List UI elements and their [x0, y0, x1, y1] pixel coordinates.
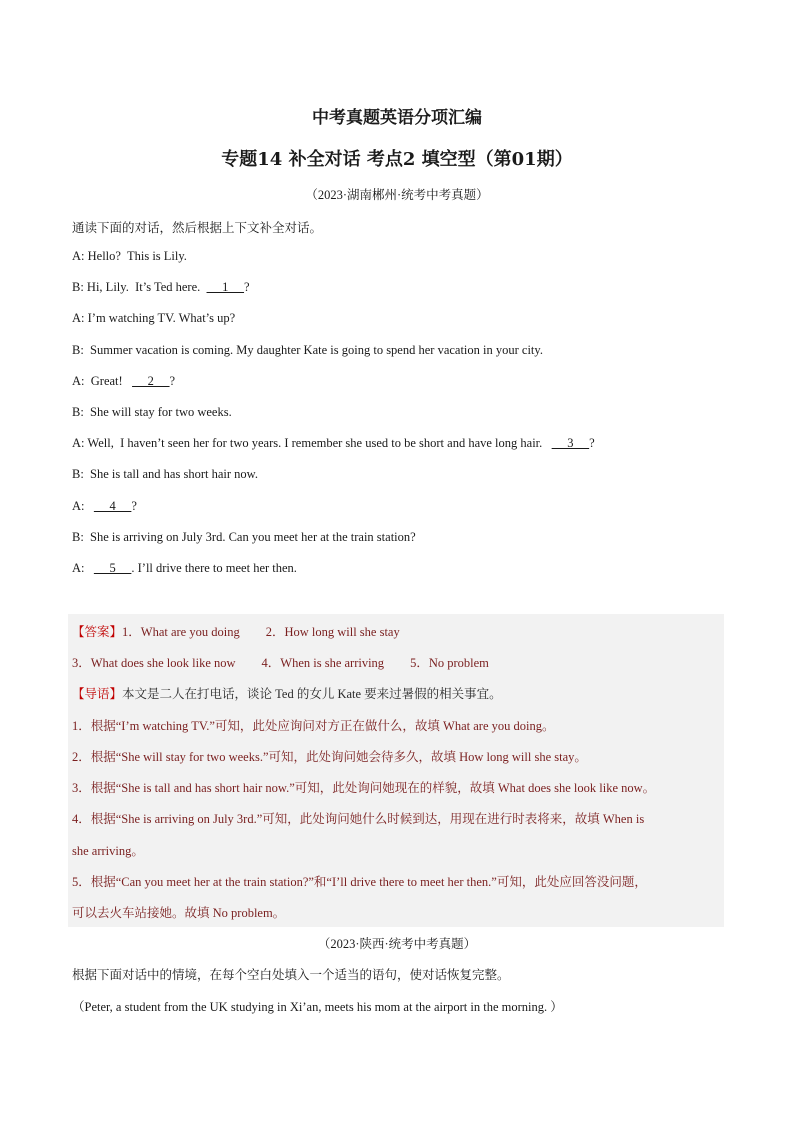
- dialogue-text-after-blank: ?: [244, 280, 250, 294]
- question-instruction-2: 根据下面对话中的情境，在每个空白处填入一个适当的语句，使对话恢复完整。: [72, 968, 510, 982]
- answer-item-3: 3．What does she look like now: [72, 656, 236, 670]
- question-instruction: 通读下面的对话，然后根据上下文补全对话。: [72, 221, 323, 235]
- question-source-2: （2023·陕西·统考中考真题）: [317, 937, 477, 951]
- page-title: 中考真题英语分项汇编: [312, 108, 482, 128]
- guide-label: 【导语】: [72, 687, 123, 701]
- question-context-2: （Peter, a student from the UK studying in Xi’an, meets his mom at the airport in the morning. ）: [72, 1000, 563, 1014]
- answer-blank[interactable]: 4: [93, 499, 132, 513]
- question-source: （2023·湖南郴州·统考中考真题）: [305, 188, 489, 202]
- guide-line: [72, 684, 502, 702]
- answer-item-5: 5．No problem: [410, 656, 489, 670]
- dialogue-text: B: She will stay for two weeks.: [72, 405, 232, 419]
- explanation-4-cont: she arriving。: [72, 844, 144, 858]
- guide-text: 本文是二人在打电话，谈论 Ted 的女儿 Kate 要来过暑假的相关事宜。: [122, 687, 502, 701]
- dialogue-text-after-blank: ?: [131, 499, 137, 513]
- answer-label: 【答案】: [72, 625, 123, 639]
- dialogue-text: A: Hello? This is Lily.: [72, 249, 187, 263]
- explanation-5: 5．根据“Can you meet her at the train station?”和“I’ll drive there to meet her then.”可知，此处应回答没问题，: [72, 875, 647, 889]
- dialogue-line: [72, 436, 595, 451]
- answer-line-1: [72, 622, 400, 640]
- page-subtitle: 专题14 补全对话 考点2 填空型（第01期）: [221, 149, 573, 170]
- dialogue-text: B: She is tall and has short hair now.: [72, 467, 258, 481]
- dialogue-text: B: She is arriving on July 3rd. Can you meet her at the train station?: [72, 530, 416, 544]
- answer-blank[interactable]: 2: [132, 374, 170, 388]
- dialogue-text-after-blank: ?: [589, 436, 595, 450]
- explanation-1: 1．根据“I’m watching TV.”可知，此处应询问对方正在做什么，故填 What are you doing。: [72, 719, 555, 733]
- answer-blank[interactable]: 5: [93, 561, 132, 575]
- answer-item-1: 1．What are you doing: [122, 625, 240, 639]
- dialogue-line: [72, 249, 187, 264]
- dialogue-line: [72, 530, 416, 545]
- explanation-2: 2．根据“She will stay for two weeks.”可知，此处询问她会待多久，故填 How long will she stay。: [72, 750, 587, 764]
- answer-item-2: 2．How long will she stay: [265, 625, 400, 639]
- dialogue-line: [72, 561, 297, 576]
- dialogue-text-after-blank: . I’ll drive there to meet her then.: [131, 561, 297, 575]
- dialogue-text: B: Hi, Lily. It’s Ted here.: [72, 280, 207, 294]
- dialogue-text: A: Great!: [72, 374, 133, 388]
- explanation-3: 3．根据“She is tall and has short hair now.”可知，此处询问她现在的样貌，故填 What does she look like now。: [72, 781, 656, 795]
- dialogue-line: [72, 499, 137, 514]
- answer-item-4: 4．When is she arriving: [261, 656, 385, 670]
- dialogue-text: A:: [72, 561, 94, 575]
- dialogue-line: [72, 311, 235, 326]
- dialogue-text: A: Well, I haven’t seen her for two years. I remember she used to be short and have long hair.: [72, 436, 552, 450]
- answer-blank[interactable]: 3: [551, 436, 590, 450]
- dialogue-text: A:: [72, 499, 94, 513]
- answer-blank[interactable]: 1: [206, 280, 245, 294]
- dialogue-line: [72, 467, 258, 482]
- explanation-5-cont: 可以去火车站接她。故填 No problem。: [72, 906, 286, 920]
- dialogue-line: [72, 280, 250, 295]
- answer-line-2: [72, 653, 489, 671]
- dialogue-line: [72, 374, 175, 389]
- dialogue-text: A: I’m watching TV. What’s up?: [72, 311, 236, 325]
- dialogue-text-after-blank: ?: [169, 374, 176, 388]
- explanation-4: 4．根据“She is arriving on July 3rd.”可知，此处询问她什么时候到达，用现在进行时表将来，故填 When is: [72, 812, 645, 826]
- dialogue-text: B: Summer vacation is coming. My daughter Kate is going to spend her vacation in your city.: [72, 343, 543, 357]
- dialogue-line: [72, 343, 543, 358]
- dialogue-line: [72, 405, 232, 420]
